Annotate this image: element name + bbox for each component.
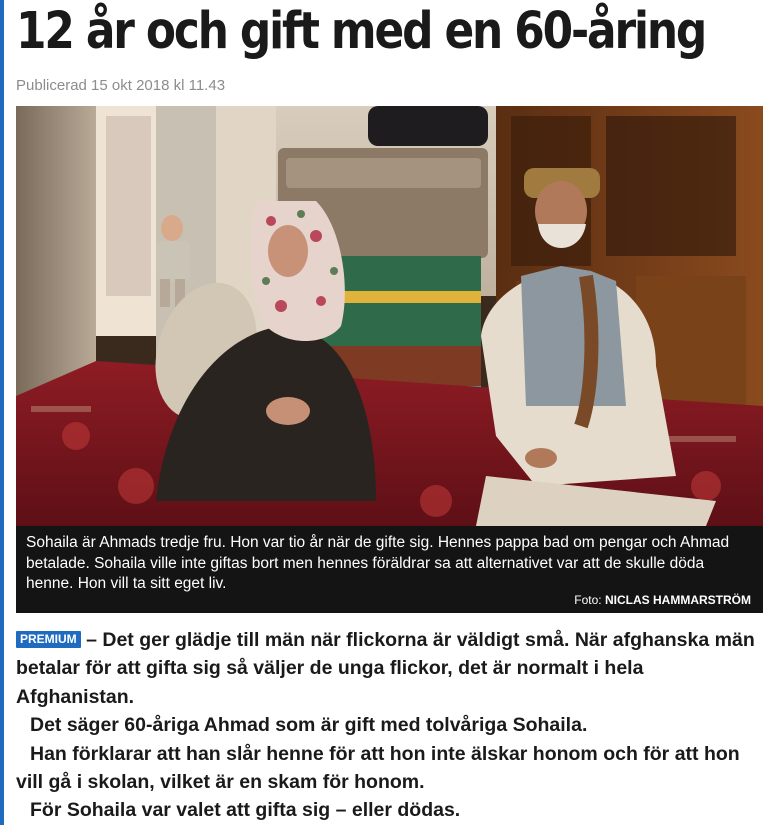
lead-text: – Det ger glädje till män när flickorna är väldigt små. När afghanska män betalar för att gifta sig så väljer de unga flickor, det är normalt i hela Afghanistan. <box>16 629 755 708</box>
published-date: Publicerad 15 okt 2018 kl 11.43 <box>16 77 226 94</box>
premium-badge[interactable]: PREMIUM <box>16 631 81 648</box>
credit-label: Foto: <box>574 593 602 607</box>
body-paragraph: Det säger 60-åriga Ahmad som är gift med tolvåriga Sohaila. <box>30 714 588 737</box>
credit-name: NICLAS HAMMARSTRÖM <box>605 593 751 607</box>
body-paragraph: För Sohaila var valet att gifta sig – eller dödas. <box>30 799 461 822</box>
lead-paragraph <box>16 626 760 711</box>
article-figure <box>16 106 763 613</box>
photo-caption <box>16 526 763 613</box>
caption-text: Sohaila är Ahmads tredje fru. Hon var tio år när de gifte sig. Hennes pappa bad om pengar och Ahmad betalade. Sohaila ville inte giftas bort men hennes föräldrar sa att alternativet var att de skulle döda henne. Hon vill ta sitt eget liv. <box>26 534 730 592</box>
body-paragraph: Han förklarar att han slår henne för att hon inte älskar honom och för att hon vill gå i skolan, vilket är en skam för honom. <box>16 742 740 794</box>
article-photo[interactable] <box>16 106 763 526</box>
photo-credit <box>574 593 751 607</box>
accent-rule <box>0 0 4 825</box>
article-body <box>16 626 760 825</box>
headline: 12 år och gift med en 60-åring <box>16 2 706 61</box>
